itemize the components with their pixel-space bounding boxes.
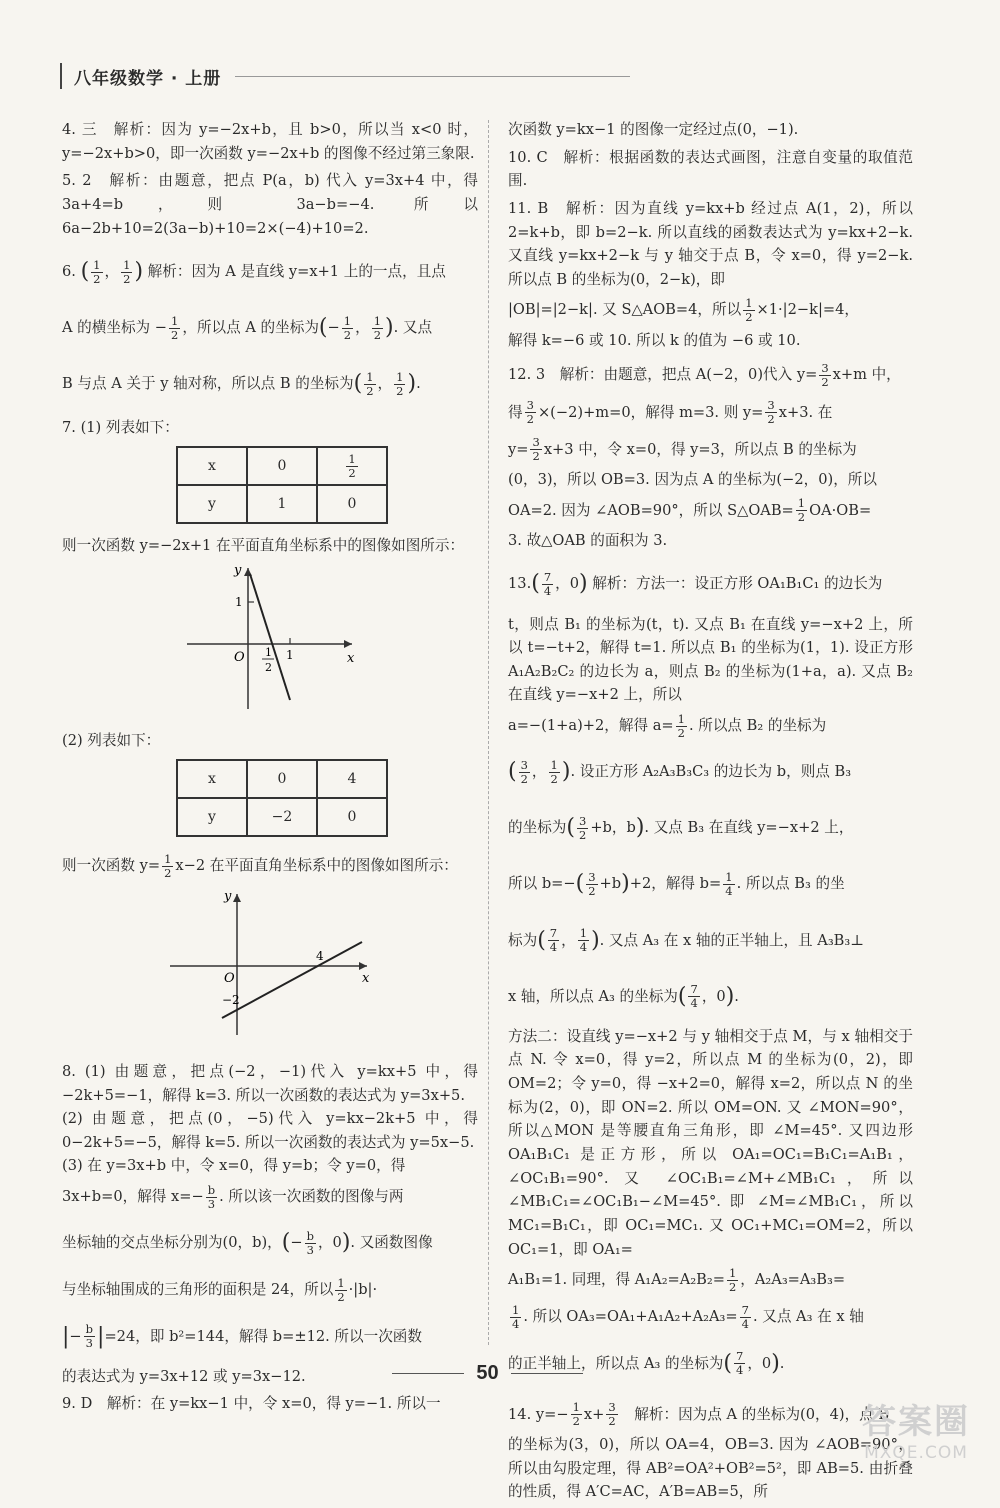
graph-1 bbox=[62, 564, 478, 714]
answer-9-cont: 次函数 y=kx−1 的图像一定经过点(0，−1). bbox=[508, 121, 799, 138]
value-table-2: x 0 4 y −2 0 bbox=[176, 759, 388, 837]
answer-5: 5. 2 解析：由题意，把点 P(a，b) 代入 y=3x+4 中，得 3a+4=b，则 3a−b=−4. 所以 6a−2b+10=2(3a−b)+10=2×(−4)+10=2. bbox=[62, 172, 478, 237]
page-header bbox=[60, 62, 630, 90]
value-table-1: x 0 $\frac{1}{2}$ y 1 0 bbox=[176, 446, 388, 524]
page-footer bbox=[380, 1358, 595, 1388]
answer-8: 8. (1) 由题意，把点(−2，−1)代入 y=kx+5 中，得 −2k+5=−1，解得 k=3. 所以一次函数的表达式为 y=3x+5. (2) 由题意，把点(0，−5)代入 y=kx−2k+5 中，得 0−2k+5=−5，解得 k=5. 所以一次函数的表达式为 y=5x−5. (3) 在 y=3x+b 中，令 x=0，得 y=b；令 y=0，得 3x+b=0，解得 x=− $\frac{b}{3}$ . 所以该一次函数的图像与两 坐标轴的交点坐标分别为(0，b)，(− $\frac{b}{3}$ ，0). 又函数图像 与坐标轴围成的三角形的面积是 24，所以 $\frac{1}{2}$ ·|b|· |− $\frac{b}{3}$ |=24，即 b²=144，解得 b=±12. 所以一次函数 的表达式为 y=3x+12 或 y=3x−12. bbox=[62, 1062, 478, 1385]
answer-4: 4. 三 解析：因为 y=−2x+b，且 b>0，所以当 x<0 时，y=−2x+b>0，即一次函数 y=−2x+b 的图像不经过第三象限. bbox=[62, 121, 478, 162]
answer-11: 11. B 解析：因为直线 y=kx+b 经过点 A(1，2)，所以 2=k+b，即 b=2−k. 所以直线的函数表达式为 y=kx+2−k. 又直线 y=kx+2−k 与 y 轴交于点 B，令 x=0，得 y=2−k. 所以点 B 的坐标为(0，2−k)，即 |OB|=|2−k|. 又 S△AOB=4，所以 $\frac{1}{2}$ ×1·|2−k|=4， 解得 k=−6 或 10. 所以 k 的值为 −6 或 10. bbox=[508, 199, 913, 349]
svg-text:4: 4 bbox=[316, 949, 324, 964]
answer-10: 10. C 解析：根据函数的表达式画图，注意自变量的取值范围. bbox=[508, 148, 913, 190]
answer-12: 12. 3 解析：由题意，把点 A(−2，0)代入 y= $\frac{3}{2}$ x+m 中， 得 $\frac{3}{2}$ ×(−2)+m=0，解得 m=3. 则 y= $\frac{3}{2}$ x+3. 在 y= $\frac{3}{2}$ x+3 中，令 x=0，得 y=3，所以点 B 的坐标为 (0，3)，所以 OB=3. 因为点 A 的坐标为(−2，0)，所以 OA=2. 因为 ∠AOB=90°，所以 S△OAB= $\frac{1}{2}$ OA·OB= 3. 故△OAB 的面积为 3. bbox=[508, 360, 901, 549]
svg-text:O: O bbox=[224, 971, 235, 987]
answer-14: 14. y=− $\frac{1}{2}$ x+ $\frac{3}{2}$ 解析：因为点 A 的坐标为(0，4)，点 B 的坐标为(3，0)，所以 OA=4，OB=3. 因为 ∠AOB=90°，所以由勾股定理，得 AB²=OA²+OB²=5²，即 AB=5. 由折叠的性质，得 A′C=AC，A′B=AB=5，所 bbox=[508, 1400, 913, 1501]
svg-text:x: x bbox=[362, 971, 370, 987]
header-bracket bbox=[60, 63, 68, 89]
answer-6: 6. ( $\frac{1}{2}$ ， $\frac{1}{2}$ ) 解析：因为 A 是直线 y=x+1 上的一点，且点 A 的横坐标为 − $\frac{1}{2}$ ，所以点 A 的坐标为(− $\frac{1}{2}$ ， $\frac{1}{2}$ ). 又点 B 与点 A 关于 y 轴对称，所以点 B 的坐标为( $\frac{1}{2}$ ， $\frac{1}{2}$ ). bbox=[62, 257, 446, 398]
svg-text:1: 1 bbox=[265, 645, 272, 659]
answer-9: 9. D 解析：在 y=kx−1 中，令 x=0，得 y=−1. 所以一 bbox=[62, 1395, 441, 1413]
svg-text:x: x bbox=[347, 650, 355, 666]
svg-text:y: y bbox=[234, 563, 242, 578]
svg-text:1: 1 bbox=[286, 647, 294, 662]
svg-text:O: O bbox=[234, 649, 245, 665]
column-divider bbox=[488, 120, 489, 1345]
right-column bbox=[508, 118, 913, 1508]
answer-13: 13.( $\frac{7}{4}$ ，0) 解析：方法一：设正方形 OA₁B₁C₁ 的边长为 t，则点 B₁ 的坐标为(t，t). 又点 B₁ 在直线 y=−x+2 上，所以 t=−t+2，解得 t=1. 所以点 B₁ 的坐标为(1，1). 设正方形 A₁A₂B₂C₂ 的边长为 a，则点 B₂ 的坐标为(1+a，a). 又点 B₂ 在直线 y=−x+2 上，所以 a=−(1+a)+2，解得 a= $\frac{1}{2}$ . 所以点 B₂ 的坐标为 ( $\frac{3}{2}$ ， $\frac{1}{2}$ ). 设正方形 A₂A₃B₃C₃ 的边长为 b，则点 B₃ 的坐标为( $\frac{3}{2}$ +b，b). 又点 B₃ 在直线 y=−x+2 上， 所以 b=−( $\frac{3}{2}$ +b)+2，解得 b= $\frac{1}{4}$ . 所以点 B₃ 的坐 标为( $\frac{7}{4}$ ， $\frac{1}{4}$ ). 又点 A₃ 在 x 轴的正半轴上，且 A₃B₃⊥ x 轴，所以点 A₃ 的坐标为( $\frac{7}{4}$ ，0). 方法二：设直线 y=−x+2 与 y 轴相交于点 M，与 x 轴相交于点 N. 令 x=0，得 y=2，所以点 M 的坐标为(0，2)，即 OM=2；令 y=0，得 −x+2=0，解得 x=2，所以点 N 的坐标为(2，0)，即 ON=2. 所以 OM=ON. 又 ∠MON=90°，所以△MON 是等腰直角三角形，即 ∠M=45°. 又四边形 OA₁B₁C₁ 是正方形，所以 OA₁=OC₁=B₁C₁=A₁B₁，∠OC₁B₁=90°. 又 ∠OC₁B₁=∠M+∠MB₁C₁，所以 ∠MB₁C₁=∠OC₁B₁−∠M=45°. 即 ∠M=∠MB₁C₁，所以 MC₁=B₁C₁，即 OC₁=MC₁. 又 OC₁+MC₁=OM=2，所以 OC₁=1，即 OA₁= A₁B₁=1. 同理，得 A₁A₂=A₂B₂= $\frac{1}{2}$ ，A₂A₃=A₃B₃= $\frac{1}{4}$ . 所以 OA₃=OA₁+A₁A₂+A₂A₃= $\frac{7}{4}$ . 又点 A₃ 在 x 轴 的正半轴上，所以点 A₃ 的坐标为( $\frac{7}{4}$ ，0). bbox=[508, 570, 913, 1378]
site-watermark: 答案圈 MXQE.COM bbox=[862, 1402, 970, 1463]
book-title: 八年级数学 · 上册 bbox=[74, 68, 222, 89]
svg-text:1: 1 bbox=[235, 594, 243, 609]
svg-text:−2: −2 bbox=[222, 993, 240, 1008]
header-rule bbox=[235, 76, 630, 77]
left-column bbox=[62, 118, 478, 1420]
page-number: 50 bbox=[476, 1361, 499, 1384]
answer-7: 7. (1) 列表如下： x 0 $\frac{1}{2}$ y 1 0 则一次函数 y=−2x+1 在平面直角坐标系中的图像如图所示： y x O 1 1 1 2 (2) 列表如下： x 0 4 y −2 0 则一次函数 y= $\frac{1}{2}$ x−2 在平面直角坐标系中的图像如图所示： y x O 4 −2 bbox=[62, 416, 478, 1055]
graph-2 bbox=[62, 890, 478, 1040]
svg-text:2: 2 bbox=[265, 660, 272, 674]
svg-text:y: y bbox=[224, 890, 232, 905]
